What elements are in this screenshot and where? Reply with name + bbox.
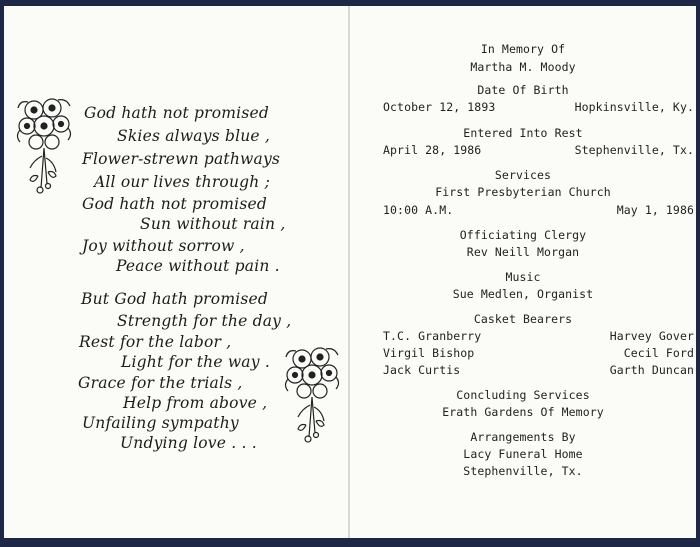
poem-line: Flower-strewn pathways bbox=[82, 150, 281, 168]
clergy-name: Rev Neill Morgan bbox=[466, 245, 580, 259]
poem-line: All our lives through ; bbox=[94, 173, 271, 191]
birth-place: Hopkinsville, Ky. bbox=[574, 100, 694, 114]
bearer-name: Garth Duncan bbox=[609, 363, 694, 377]
service-time: 10:00 A.M. bbox=[383, 203, 454, 217]
poem bbox=[0, 0, 344, 532]
funeral-home-name: Lacy Funeral Home bbox=[463, 447, 583, 461]
bearer-name: Virgil Bishop bbox=[383, 346, 475, 360]
rest-place: Stephenville, Tx. bbox=[574, 143, 694, 157]
poem-line: Undying love . . . bbox=[120, 434, 257, 452]
bearer-name: Cecil Ford bbox=[623, 346, 694, 360]
bearer-name: Harvey Gover bbox=[609, 329, 694, 343]
deceased-name: Martha M. Moody bbox=[470, 60, 576, 74]
poem-line: Strength for the day , bbox=[117, 312, 292, 330]
arrangements-heading: Arrangements By bbox=[470, 430, 576, 444]
clergy-heading: Officiating Clergy bbox=[459, 228, 587, 242]
poem-line: Joy without sorrow , bbox=[82, 237, 245, 255]
poem-line: But God hath promised bbox=[81, 290, 269, 308]
poem-line: Rest for the labor , bbox=[79, 333, 232, 351]
bearer-name: T.C. Granberry bbox=[383, 329, 482, 343]
funeral-home-city: Stephenville, Tx. bbox=[463, 464, 583, 478]
services-heading: Services bbox=[494, 168, 552, 182]
church-name: First Presbyterian Church bbox=[435, 185, 611, 199]
bearers-heading: Casket Bearers bbox=[473, 312, 573, 326]
poem-line: Light for the way . bbox=[121, 353, 270, 371]
rest-heading: Entered Into Rest bbox=[463, 126, 583, 140]
concluding-heading: Concluding Services bbox=[456, 388, 590, 402]
poem-line: God hath not promised bbox=[84, 104, 269, 122]
service-date: May 1, 1986 bbox=[616, 203, 694, 217]
poem-line: Peace without pain . bbox=[116, 257, 280, 275]
bearer-name: Jack Curtis bbox=[383, 363, 461, 377]
poem-line: Skies always blue , bbox=[117, 127, 271, 145]
music-heading: Music bbox=[505, 270, 541, 284]
memory-heading: In Memory Of bbox=[480, 42, 566, 56]
rest-date: April 28, 1986 bbox=[383, 143, 482, 157]
cemetery-name: Erath Gardens Of Memory bbox=[442, 405, 604, 419]
poem-line: Help from above , bbox=[123, 394, 268, 412]
musician-name: Sue Medlen, Organist bbox=[452, 287, 594, 301]
birth-date: October 12, 1893 bbox=[383, 100, 496, 114]
poem-line: Unfailing sympathy bbox=[82, 414, 239, 432]
poem-line: Grace for the trials , bbox=[78, 374, 243, 392]
birth-heading: Date Of Birth bbox=[477, 83, 569, 97]
poem-line: Sun without rain , bbox=[140, 215, 286, 233]
poem-line: God hath not promised bbox=[82, 195, 267, 213]
